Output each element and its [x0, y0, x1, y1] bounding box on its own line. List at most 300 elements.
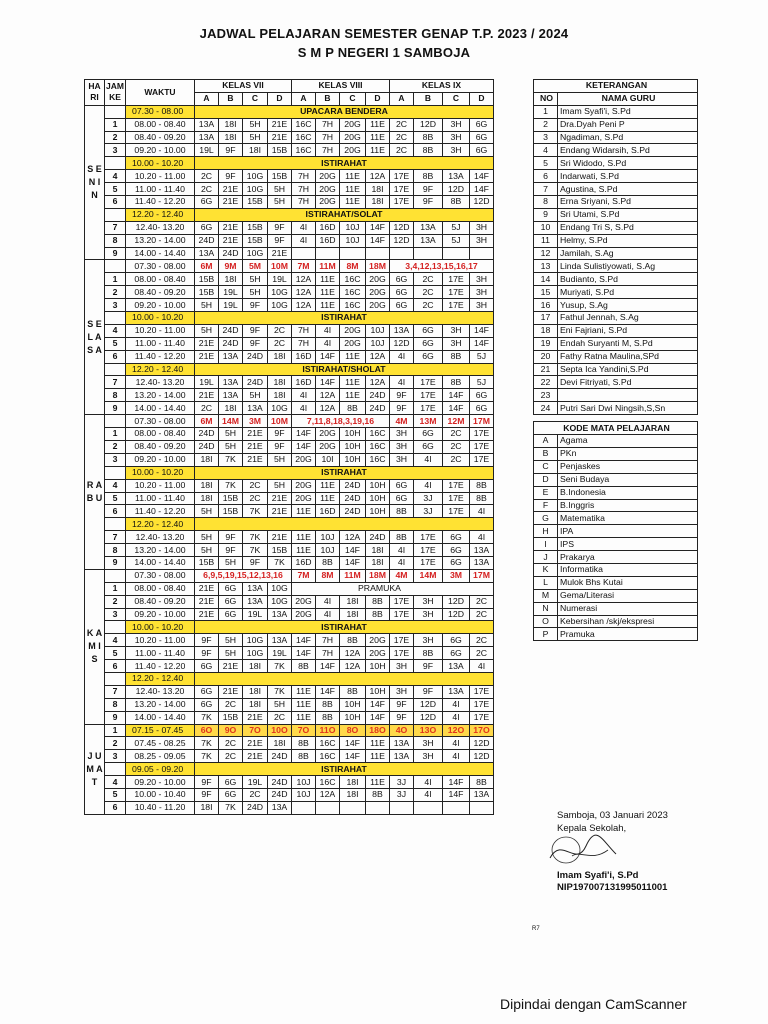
waktu-cell: 07.30 - 08.00: [126, 260, 195, 273]
schedule-row: [85, 183, 494, 196]
teacher-number: 10: [534, 221, 558, 234]
schedule-cell: 6G: [195, 221, 219, 234]
schedule-cell: 24D: [243, 376, 268, 389]
schedule-cell: [414, 801, 443, 814]
schedule-cell: 3H: [414, 634, 443, 647]
header-waktu: WAKTU: [126, 80, 195, 106]
schedule-cell: 17E: [414, 531, 443, 544]
schedule-cell: 17E: [443, 286, 470, 299]
schedule-cell: 7K: [243, 505, 268, 518]
schedule-cell: 5H: [195, 505, 219, 518]
jam-ke: 3: [105, 299, 126, 312]
jam-ke: 4: [105, 479, 126, 492]
header-class-letter: A: [292, 92, 316, 105]
kode-header-row: [534, 422, 698, 435]
schedule-cell: 4I: [443, 711, 470, 724]
schedule-cell: 5J: [470, 376, 494, 389]
schedule-cell: 13A: [219, 376, 243, 389]
schedule-row: [85, 621, 494, 634]
schedule-cell: 19L: [243, 608, 268, 621]
schedule-cell: 5H: [219, 440, 243, 453]
event-cell: 7M: [292, 260, 316, 273]
event-cell: 11M: [316, 260, 340, 273]
break-band: [195, 672, 494, 685]
teacher-row: [534, 350, 698, 363]
schedule-cell: 4I: [292, 389, 316, 402]
waktu-cell: 12.40- 13.20: [126, 376, 195, 389]
subject-code: O: [534, 615, 558, 628]
schedule-row: [85, 698, 494, 711]
jam-ke: 5: [105, 647, 126, 660]
event-cell: 13O: [414, 724, 443, 737]
subject-code-row: [534, 447, 698, 460]
schedule-cell: 21E: [268, 531, 292, 544]
schedule-cell: 24D: [243, 350, 268, 363]
schedule-cell: 6G: [390, 492, 414, 505]
schedule-cell: 6G: [219, 776, 243, 789]
schedule-cell: 20G: [340, 324, 366, 337]
schedule-cell: 16C: [316, 737, 340, 750]
schedule-cell: 16C: [366, 440, 390, 453]
header-jam: JAM KE: [105, 80, 126, 106]
schedule-cell: 18I: [268, 737, 292, 750]
event-cell: 8M: [340, 260, 366, 273]
schedule-cell: 6G: [414, 324, 443, 337]
waktu-cell: 09.20 - 10.00: [126, 608, 195, 621]
schedule-cell: 12A: [366, 376, 390, 389]
schedule-cell: 21E: [268, 492, 292, 505]
schedule-cell: 24D: [340, 492, 366, 505]
schedule-cell: 2C: [414, 286, 443, 299]
event-cell: 7M: [292, 569, 316, 582]
schedule-cell: 7K: [219, 479, 243, 492]
event-cell: 6O: [195, 724, 219, 737]
schedule-cell: 9F: [243, 556, 268, 569]
subject-code-row: [534, 499, 698, 512]
schedule-cell: 21E: [195, 389, 219, 402]
schedule-cell: 10H: [340, 440, 366, 453]
schedule-cell: 21E: [195, 350, 219, 363]
schedule-cell: 4I: [316, 324, 340, 337]
schedule-cell: 10J: [316, 531, 340, 544]
schedule-cell: 4I: [390, 350, 414, 363]
header-class-letter: B: [316, 92, 340, 105]
schedule-cell: 11E: [366, 750, 390, 763]
schedule-cell: 5H: [243, 118, 268, 131]
schedule-row: [85, 389, 494, 402]
teacher-number: 18: [534, 324, 558, 337]
schedule-cell: 4I: [390, 544, 414, 557]
jam-ke: 1: [105, 118, 126, 131]
jam-ke: 2: [105, 737, 126, 750]
event-cell: 6,9,5,19,15,12,13,16: [195, 569, 292, 582]
schedule-row: [85, 234, 494, 247]
schedule-cell: 13A: [470, 544, 494, 557]
schedule-cell: 21E: [219, 234, 243, 247]
event-cell: 4O: [390, 724, 414, 737]
schedule-row: [85, 453, 494, 466]
teacher-row: [534, 170, 698, 183]
schedule-cell: 4I: [414, 776, 443, 789]
schedule-cell: 17E: [390, 647, 414, 660]
jam-ke: 9: [105, 402, 126, 415]
schedule-cell: 12A: [316, 389, 340, 402]
event-cell: 7,11,8,18,3,19,16: [292, 415, 390, 428]
schedule-cell: 2C: [195, 183, 219, 196]
jam-ke: 1: [105, 724, 126, 737]
teacher-number: 15: [534, 286, 558, 299]
jam-ke: [105, 260, 126, 273]
schedule-cell: 17E: [470, 698, 494, 711]
teacher-name: Linda Sulistiyowati, S.Ag: [558, 260, 698, 273]
schedule-cell: 20G: [366, 634, 390, 647]
schedule-cell: 11E: [340, 350, 366, 363]
schedule-cell: 11E: [292, 711, 316, 724]
schedule-cell: 5H: [243, 273, 268, 286]
schedule-cell: 17E: [390, 183, 414, 196]
teacher-name: Sri Utami, S.Pd: [558, 208, 698, 221]
schedule-cell: 24D: [340, 479, 366, 492]
schedule-cell: 24D: [243, 801, 268, 814]
schedule-cell: 14F: [340, 750, 366, 763]
schedule-cell: 12A: [340, 660, 366, 673]
schedule-cell: 8B: [414, 131, 443, 144]
schedule-cell: 6G: [219, 608, 243, 621]
waktu-cell: 10.20 - 11.00: [126, 324, 195, 337]
schedule-row: [85, 608, 494, 621]
event-cell: 8O: [340, 724, 366, 737]
schedule-cell: 12A: [292, 299, 316, 312]
schedule-cell: 20G: [340, 337, 366, 350]
schedule-cell: 9F: [243, 299, 268, 312]
teacher-number: 8: [534, 196, 558, 209]
waktu-cell: 14.00 - 14.40: [126, 402, 195, 415]
teacher-row: [534, 363, 698, 376]
teacher-number: 7: [534, 183, 558, 196]
schedule-cell: 10H: [366, 492, 390, 505]
schedule-cell: 5H: [219, 428, 243, 441]
schedule-cell: 5H: [195, 299, 219, 312]
subject-name: Informatika: [558, 563, 698, 576]
schedule-cell: 13A: [219, 350, 243, 363]
schedule-cell: 4I: [414, 788, 443, 801]
schedule-row: [85, 260, 494, 273]
subject-name: Mulok Bhs Kutai: [558, 576, 698, 589]
schedule-cell: 20G: [366, 286, 390, 299]
schedule-cell: 4I: [470, 505, 494, 518]
subject-code: H: [534, 525, 558, 538]
schedule-cell: 11E: [316, 479, 340, 492]
schedule-cell: 15B: [195, 286, 219, 299]
schedule-cell: 15B: [195, 273, 219, 286]
waktu-cell: 08.00 - 08.40: [126, 428, 195, 441]
teacher-number: 11: [534, 234, 558, 247]
schedule-cell: [366, 247, 390, 260]
schedule-cell: 4I: [414, 453, 443, 466]
teacher-name: Budianto, S.Pd: [558, 273, 698, 286]
teacher-row: [534, 131, 698, 144]
schedule-cell: 24D: [219, 247, 243, 260]
event-cell: 11O: [316, 724, 340, 737]
teacher-row: [534, 196, 698, 209]
schedule-row: [85, 479, 494, 492]
schedule-cell: 21E: [268, 118, 292, 131]
schedule-cell: 3J: [414, 492, 443, 505]
schedule-cell: 14F: [292, 440, 316, 453]
break-band: [195, 518, 494, 531]
nama-guru-heading: NAMA GURU: [558, 92, 698, 105]
teacher-number: 20: [534, 350, 558, 363]
schedule-cell: 2C: [195, 402, 219, 415]
schedule-cell: 3H: [470, 273, 494, 286]
waktu-cell: 08.40 - 09.20: [126, 286, 195, 299]
schedule-cell: 18I: [195, 453, 219, 466]
teacher-name: Putri Sari Dwi Ningsih,S,Sn: [558, 402, 698, 415]
teacher-row: [534, 273, 698, 286]
schedule-cell: 2C: [243, 492, 268, 505]
jam-ke: 4: [105, 776, 126, 789]
schedule-cell: 3H: [443, 144, 470, 157]
event-cell: 17M: [470, 415, 494, 428]
schedule-cell: 6G: [390, 479, 414, 492]
schedule-cell: 17E: [470, 685, 494, 698]
schedule-cell: 9F: [268, 221, 292, 234]
waktu-cell: 12.20 - 12.40: [126, 208, 195, 221]
waktu-cell: 14.00 - 14.40: [126, 556, 195, 569]
schedule-cell: 9F: [390, 389, 414, 402]
schedule-row: [85, 556, 494, 569]
waktu-cell: 11.00 - 11.40: [126, 647, 195, 660]
header-class-letter: D: [470, 92, 494, 105]
schedule-cell: 18I: [268, 350, 292, 363]
subject-code: I: [534, 538, 558, 551]
header-kelas-viii: KELAS VIII: [292, 80, 390, 93]
event-cell: 3M: [243, 415, 268, 428]
waktu-cell: 11.40 - 12.20: [126, 196, 195, 209]
schedule-cell: 10J: [366, 337, 390, 350]
break-band: UPACARA BENDERA: [195, 105, 494, 118]
schedule-cell: 18I: [268, 389, 292, 402]
waktu-cell: 08.00 - 08.40: [126, 118, 195, 131]
schedule-row: [85, 763, 494, 776]
schedule-cell: 16D: [292, 556, 316, 569]
waktu-cell: 09.20 - 10.00: [126, 776, 195, 789]
event-cell: 3,4,12,13,15,16,17: [390, 260, 494, 273]
schedule-cell: 21E: [243, 711, 268, 724]
schedule-cell: 11E: [340, 389, 366, 402]
schedule-cell: [316, 801, 340, 814]
schedule-cell: 9F: [414, 685, 443, 698]
teacher-name: Septa Ica Yandini,S.Pd: [558, 363, 698, 376]
waktu-cell: 13.20 - 14.00: [126, 389, 195, 402]
schedule-cell: 17E: [443, 479, 470, 492]
event-cell: 9M: [219, 260, 243, 273]
schedule-cell: 10G: [268, 286, 292, 299]
day-name: J U M A T: [85, 724, 105, 814]
schedule-cell: 4I: [443, 698, 470, 711]
schedule-cell: 7K: [268, 685, 292, 698]
event-cell: 9O: [219, 724, 243, 737]
subject-code-row: [534, 563, 698, 576]
event-cell: 17O: [470, 724, 494, 737]
schedule-cell: 13A: [195, 131, 219, 144]
schedule-cell: 15B: [219, 711, 243, 724]
waktu-cell: 13.20 - 14.00: [126, 544, 195, 557]
schedule-cell: 20G: [366, 647, 390, 660]
jam-ke: 1: [105, 273, 126, 286]
subject-code-row: [534, 538, 698, 551]
teacher-row: [534, 105, 698, 118]
schedule-cell: 21E: [195, 608, 219, 621]
event-cell: 3M: [443, 569, 470, 582]
schedule-cell: 2C: [470, 595, 494, 608]
schedule-cell: 20G: [292, 479, 316, 492]
schedule-cell: 7H: [316, 647, 340, 660]
schedule-row: [85, 466, 494, 479]
subject-code-row: [534, 576, 698, 589]
schedule-cell: 3H: [414, 737, 443, 750]
schedule-cell: 11E: [340, 183, 366, 196]
schedule-cell: 6G: [219, 788, 243, 801]
schedule-cell: 11E: [316, 492, 340, 505]
scanner-watermark: Dipindai dengan CamScanner: [500, 996, 687, 1012]
schedule-cell: 10G: [268, 299, 292, 312]
teacher-row: [534, 221, 698, 234]
school-name: S M P NEGERI 1 SAMBOJA: [297, 45, 471, 60]
header-class-letter: A: [390, 92, 414, 105]
teacher-row: [534, 234, 698, 247]
schedule-cell: 24D: [195, 428, 219, 441]
header-class-letter: D: [268, 92, 292, 105]
schedule-cell: [390, 801, 414, 814]
schedule-cell: 11E: [340, 376, 366, 389]
schedule-row: [85, 312, 494, 325]
schedule-cell: 18I: [219, 131, 243, 144]
schedule-cell: 21E: [268, 131, 292, 144]
event-cell: 6M: [195, 260, 219, 273]
schedule-row: [85, 788, 494, 801]
schedule-cell: 7K: [195, 711, 219, 724]
schedule-cell: 17E: [443, 492, 470, 505]
subject-code: N: [534, 602, 558, 615]
schedule-cell: 14F: [340, 544, 366, 557]
schedule-cell: 11E: [316, 299, 340, 312]
teacher-name: Dra.Dyah Peni P: [558, 118, 698, 131]
waktu-cell: 10.00 - 10.20: [126, 466, 195, 479]
teacher-row: [534, 157, 698, 170]
teacher-row: [534, 312, 698, 325]
header-class-letter: B: [219, 92, 243, 105]
schedule-cell: 12A: [340, 647, 366, 660]
schedule-cell: 5J: [443, 234, 470, 247]
subject-name: Prakarya: [558, 551, 698, 564]
schedule-cell: 10H: [366, 685, 390, 698]
schedule-cell: 21E: [268, 247, 292, 260]
teacher-row: [534, 402, 698, 415]
schedule-cell: 8B: [292, 750, 316, 763]
event-cell: 8M: [316, 569, 340, 582]
schedule-cell: 3H: [390, 428, 414, 441]
schedule-cell: 24D: [340, 505, 366, 518]
schedule-cell: 3H: [470, 286, 494, 299]
schedule-cell: 9F: [268, 440, 292, 453]
event-cell: 4M: [390, 569, 414, 582]
schedule-cell: 2C: [470, 608, 494, 621]
subject-code-row: [534, 615, 698, 628]
waktu-cell: 12.40- 13.20: [126, 221, 195, 234]
teacher-name: Imam Syafi'i, S.Pd: [558, 105, 698, 118]
schedule-row: [85, 324, 494, 337]
schedule-cell: 21E: [243, 428, 268, 441]
break-band: ISTIRAHAT: [195, 157, 494, 170]
schedule-cell: 18I: [243, 660, 268, 673]
schedule-cell: 6G: [390, 299, 414, 312]
subject-name: IPS: [558, 538, 698, 551]
waktu-cell: 07.30 - 08.00: [126, 415, 195, 428]
schedule-cell: 7H: [292, 170, 316, 183]
jam-ke: 8: [105, 544, 126, 557]
schedule-cell: 4I: [316, 608, 340, 621]
event-cell: 4M: [390, 415, 414, 428]
schedule-cell: 3H: [443, 131, 470, 144]
schedule-row: [85, 569, 494, 582]
schedule-cell: 3H: [414, 608, 443, 621]
subject-code-row: [534, 628, 698, 641]
jam-ke: 9: [105, 247, 126, 260]
teacher-name: Ngadiman, S.Pd: [558, 131, 698, 144]
schedule-cell: 18I: [195, 479, 219, 492]
schedule-cell: 14F: [443, 788, 470, 801]
schedule-cell: 20G: [316, 170, 340, 183]
schedule-row: [85, 144, 494, 157]
spacer: [534, 415, 698, 422]
jam-ke: 7: [105, 531, 126, 544]
subject-code: C: [534, 460, 558, 473]
schedule-cell: 6G: [219, 582, 243, 595]
subject-name: Seni Budaya: [558, 473, 698, 486]
schedule-cell: 10H: [340, 698, 366, 711]
schedule-cell: 20G: [316, 428, 340, 441]
schedule-row: [85, 595, 494, 608]
schedule-row: [85, 415, 494, 428]
teacher-name: Muriyati, S.Pd: [558, 286, 698, 299]
jam-ke: [105, 312, 126, 325]
waktu-cell: 12.20 - 12.40: [126, 363, 195, 376]
waktu-cell: 10.00 - 10.20: [126, 312, 195, 325]
schedule-cell: 19L: [268, 647, 292, 660]
schedule-cell: 2C: [219, 750, 243, 763]
schedule-cell: 3H: [470, 234, 494, 247]
schedule-cell: 9F: [195, 634, 219, 647]
schedule-cell: 6G: [414, 337, 443, 350]
waktu-cell: 10.00 - 10.20: [126, 621, 195, 634]
teacher-number: 12: [534, 247, 558, 260]
pramuka-cell: PRAMUKA: [292, 582, 494, 595]
subject-code-row: [534, 602, 698, 615]
jam-ke: 2: [105, 440, 126, 453]
document-title: JADWAL PELAJARAN SEMESTER GENAP T.P. 2023 / 2024: [199, 26, 569, 41]
schedule-row: [85, 273, 494, 286]
teacher-name: Agustina, S.Pd: [558, 183, 698, 196]
waktu-cell: 10.40 - 11.20: [126, 801, 195, 814]
subject-name: Numerasi: [558, 602, 698, 615]
schedule-cell: 15B: [243, 221, 268, 234]
schedule-row: [85, 337, 494, 350]
schedule-cell: 12D: [470, 750, 494, 763]
schedule-cell: 20G: [316, 183, 340, 196]
schedule-cell: 21E: [219, 685, 243, 698]
schedule-cell: 10G: [268, 402, 292, 415]
